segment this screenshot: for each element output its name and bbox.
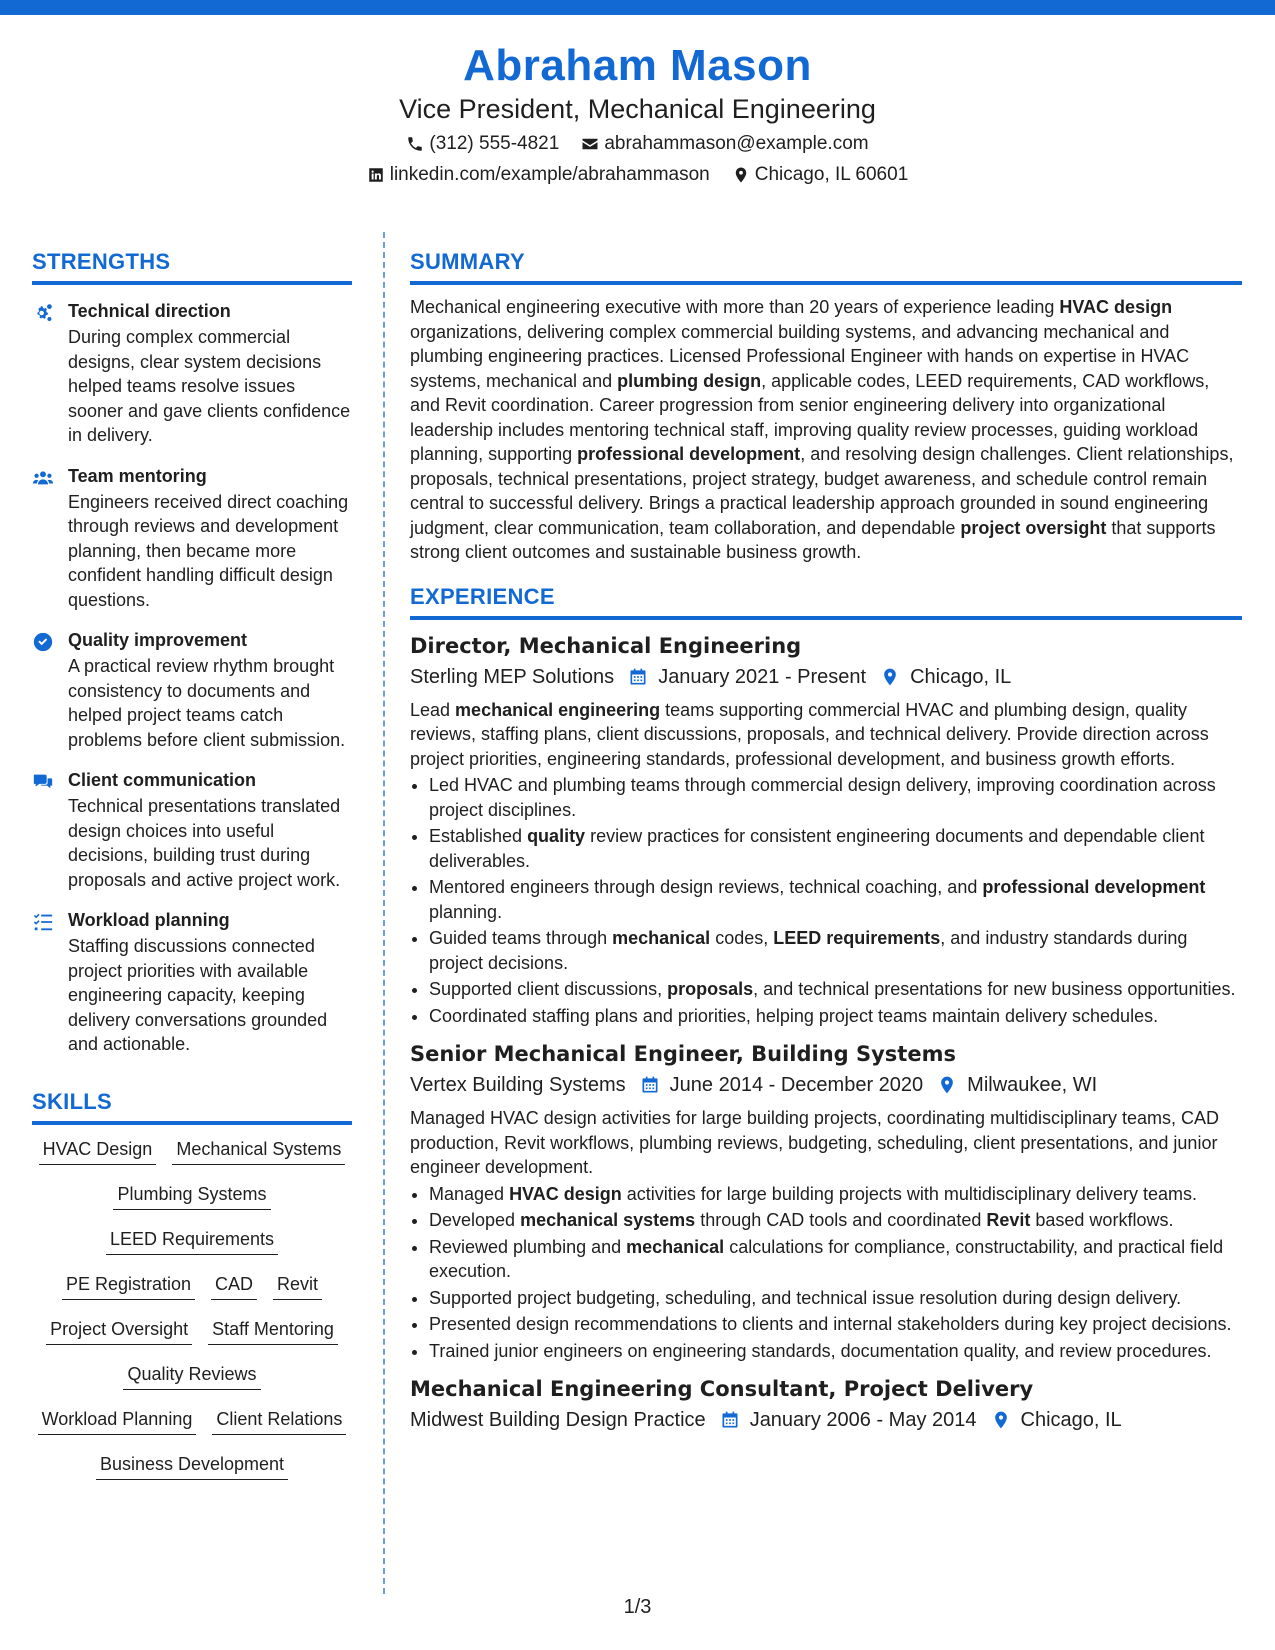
skill-row — [32, 1407, 352, 1435]
bold-emphasis: HVAC design — [1059, 297, 1173, 317]
right-column — [410, 247, 1242, 1434]
bold-emphasis: project oversight — [960, 517, 1107, 538]
strength-item — [32, 299, 352, 448]
skill-tag: Quality Reviews — [123, 1362, 260, 1390]
left-column — [32, 247, 352, 1480]
experience-entry — [410, 632, 1242, 1029]
skill-tag: Client Relations — [212, 1407, 346, 1435]
skill-row — [32, 1362, 352, 1390]
bold-emphasis: mechanical systems — [520, 1210, 696, 1230]
skills-list — [32, 1137, 352, 1480]
job-dates: June 2014 - December 2020 — [669, 1074, 924, 1096]
experience-entry — [410, 1375, 1242, 1434]
skill-tag: Workload Planning — [38, 1407, 197, 1435]
list-item: • Mentored engineers through design reviews, technical coaching, and professional development planning. — [429, 875, 1242, 924]
strength-description: Technical presentations translated design choices into useful decisions, building trust during proposals and active project work. — [68, 796, 341, 890]
skill-row — [32, 1137, 352, 1165]
column-divider — [383, 232, 385, 1594]
strength-title: Client communication — [68, 770, 257, 790]
resume-header — [0, 38, 1275, 188]
bold-emphasis: HVAC design — [509, 1183, 622, 1204]
strength-title: Technical direction — [68, 301, 231, 321]
job-dates: January 2006 - May 2014 — [749, 1409, 977, 1431]
location-text: Chicago, IL 60601 — [754, 164, 909, 185]
job-dates: January 2021 - Present — [658, 665, 867, 688]
skill-row — [32, 1227, 352, 1255]
top-accent-bar — [0, 0, 1275, 15]
strength-description: During complex commercial designs, clear system decisions helped teams resolve issues sooner and gave clients confidence in delivery. — [68, 327, 351, 445]
summary-text: Mechanical engineering executive with more than 20 years of experience leading HVAC design organizations, delivering complex commercial building systems, and advancing mechanical and plumbing engineering practices. Licensed Professional Engineer with hands on expertise in HVAC systems, mechanical and plumbing design, applicable codes, LEED requirements, CAD workflows, and Revit coordination. Career progression from senior engineering delivery into organizational leadership includes mentoring technical staff, improving quality review processes, guiding workload planning, supporting professional development, and resolving design challenges. Client relationships, proposals, technical presentations, project strategy, budget awareness, and schedule control remain central to successful delivery. Brings a practical leadership approach grounded in sound engineering judgment, clear communication, team collaboration, and dependable project oversight that supports strong client outcomes and sustainable business growth. — [410, 297, 1234, 562]
phone-text: (312) 555-4821 — [429, 133, 560, 154]
experience-list — [410, 632, 1242, 1435]
comments-icon — [32, 768, 58, 892]
phone-contact — [406, 131, 559, 157]
linkedin-contact[interactable] — [367, 162, 710, 188]
list-check-icon — [32, 908, 58, 1057]
job-title: Senior Mechanical Engineer, Building Systems — [410, 1042, 956, 1066]
bold-emphasis: LEED requirements — [773, 928, 941, 948]
list-item: • Guided teams through mechanical codes, LEED requirements, and industry standards during project decisions. — [429, 926, 1242, 975]
job-bullets — [410, 1182, 1242, 1364]
phone-icon — [406, 135, 424, 153]
skills-heading: SKILLS — [32, 1087, 352, 1125]
company-name: Midwest Building Design Practice — [410, 1409, 706, 1431]
bold-emphasis: professional development — [982, 877, 1206, 897]
email-contact[interactable] — [581, 131, 868, 157]
strengths-list — [32, 299, 352, 1057]
candidate-name: Abraham Mason — [463, 41, 812, 90]
list-item: • Managed HVAC design activities for large building projects with multidisciplinary delivery teams. — [429, 1182, 1242, 1207]
bold-emphasis: mechanical — [626, 1236, 725, 1257]
experience-entry — [410, 1040, 1242, 1363]
skill-tag: Plumbing Systems — [113, 1182, 270, 1210]
users-icon — [32, 464, 58, 613]
list-item: • Reviewed plumbing and mechanical calculations for compliance, constructability, and practical field execution. — [429, 1235, 1242, 1284]
skill-tag: Project Oversight — [46, 1317, 192, 1345]
list-item: • Developed mechanical systems through CAD tools and coordinated Revit based workflows. — [429, 1208, 1242, 1233]
skill-tag: Revit — [273, 1272, 322, 1300]
linkedin-text[interactable]: linkedin.com/example/abrahammason — [389, 164, 710, 185]
experience-heading: EXPERIENCE — [410, 582, 1242, 620]
bold-emphasis: quality — [527, 826, 586, 846]
envelope-icon — [581, 135, 599, 153]
company-name: Sterling MEP Solutions — [410, 665, 615, 688]
list-item: • Led HVAC and plumbing teams through commercial design delivery, improving coordination across project disciplines. — [429, 773, 1242, 822]
bold-emphasis: plumbing design — [617, 370, 762, 391]
map-pin-icon — [937, 1075, 957, 1095]
job-meta — [410, 1071, 1242, 1099]
strength-item — [32, 464, 352, 613]
job-title: Director, Mechanical Engineering — [410, 633, 802, 658]
email-text[interactable]: abrahammason@example.com — [604, 133, 869, 154]
list-item: • Established quality review practices for consistent engineering documents and dependable client deliverables. — [429, 824, 1242, 873]
list-item: • Supported client discussions, proposals, and technical presentations for new business opportunities. — [429, 977, 1242, 1002]
location-contact — [732, 162, 909, 188]
map-pin-icon — [880, 667, 900, 687]
strength-item — [32, 908, 352, 1057]
strength-description: A practical review rhythm brought consistency to documents and helped project teams catch problems before client submission. — [68, 656, 346, 750]
job-bullets — [410, 773, 1242, 1028]
company-name: Vertex Building Systems — [410, 1074, 626, 1096]
skill-row — [32, 1182, 352, 1210]
strength-title: Team mentoring — [68, 465, 207, 486]
skill-tag: PE Registration — [62, 1272, 195, 1300]
skill-row — [32, 1452, 352, 1480]
map-pin-icon — [732, 166, 750, 184]
skill-row — [32, 1317, 352, 1345]
calendar-icon — [640, 1075, 660, 1095]
linkedin-icon — [367, 166, 385, 184]
job-description: Lead mechanical engineering teams supporting commercial HVAC and plumbing design, quality reviews, staffing plans, client discussions, proposals, and technical delivery. Provide direction across project priorities, engineering standards, professional development, and business growth efforts. — [410, 699, 1209, 769]
bold-emphasis: proposals — [667, 979, 754, 999]
candidate-title: Vice President, Mechanical Engineering — [399, 94, 876, 124]
list-item: • Presented design recommendations to clients and internal stakeholders during key project decisions. — [429, 1312, 1242, 1337]
list-item: • Coordinated staffing plans and priorities, helping project teams maintain delivery schedules. — [429, 1004, 1242, 1029]
job-location: Chicago, IL — [910, 665, 1012, 688]
bold-emphasis: mechanical engineering — [455, 699, 661, 720]
calendar-icon — [720, 1410, 740, 1430]
contact-row-1 — [0, 131, 1275, 157]
bold-emphasis: mechanical — [612, 928, 711, 948]
summary-heading: SUMMARY — [410, 247, 1242, 285]
skill-tag: Staff Mentoring — [208, 1317, 338, 1345]
strengths-heading: STRENGTHS — [32, 247, 352, 285]
calendar-icon — [628, 667, 648, 687]
gears-icon — [32, 299, 58, 448]
strength-title: Quality improvement — [68, 630, 248, 650]
skill-tag: Business Development — [96, 1452, 288, 1480]
skill-tag: LEED Requirements — [106, 1227, 278, 1255]
contact-row-2 — [0, 162, 1275, 188]
skill-row — [32, 1272, 352, 1300]
job-location: Chicago, IL — [1020, 1409, 1122, 1431]
strength-item — [32, 628, 352, 752]
skill-tag: HVAC Design — [39, 1137, 157, 1165]
bold-emphasis: Revit — [986, 1210, 1031, 1230]
list-item: • Trained junior engineers on engineering standards, documentation quality, and review procedures. — [429, 1339, 1242, 1364]
skill-tag: CAD — [211, 1272, 257, 1300]
skill-tag: Mechanical Systems — [172, 1137, 345, 1165]
job-meta — [410, 1406, 1242, 1434]
job-meta — [410, 663, 1242, 691]
strength-item — [32, 768, 352, 892]
job-description: Managed HVAC design activities for large building projects, coordinating multidisciplinary teams, CAD production, Revit workflows, plumbing reviews, budgeting, scheduling, client presentations, and junior engineer development. — [410, 1108, 1220, 1177]
check-badge-icon — [32, 628, 58, 752]
page-number: 1/3 — [623, 1596, 652, 1618]
map-pin-icon — [991, 1410, 1011, 1430]
bold-emphasis: professional development — [577, 444, 801, 464]
strength-title: Workload planning — [68, 910, 230, 930]
job-location: Milwaukee, WI — [967, 1074, 1098, 1096]
list-item: • Supported project budgeting, scheduling, and technical issue resolution during design delivery. — [429, 1286, 1242, 1311]
strength-description: Staffing discussions connected project priorities with available engineering capacity, keeping delivery conversations grounded and actionable. — [68, 936, 328, 1054]
strength-description: Engineers received direct coaching through reviews and development planning, then became more confident handling difficult design questions. — [68, 491, 349, 610]
job-title: Mechanical Engineering Consultant, Project Delivery — [410, 1377, 1034, 1401]
